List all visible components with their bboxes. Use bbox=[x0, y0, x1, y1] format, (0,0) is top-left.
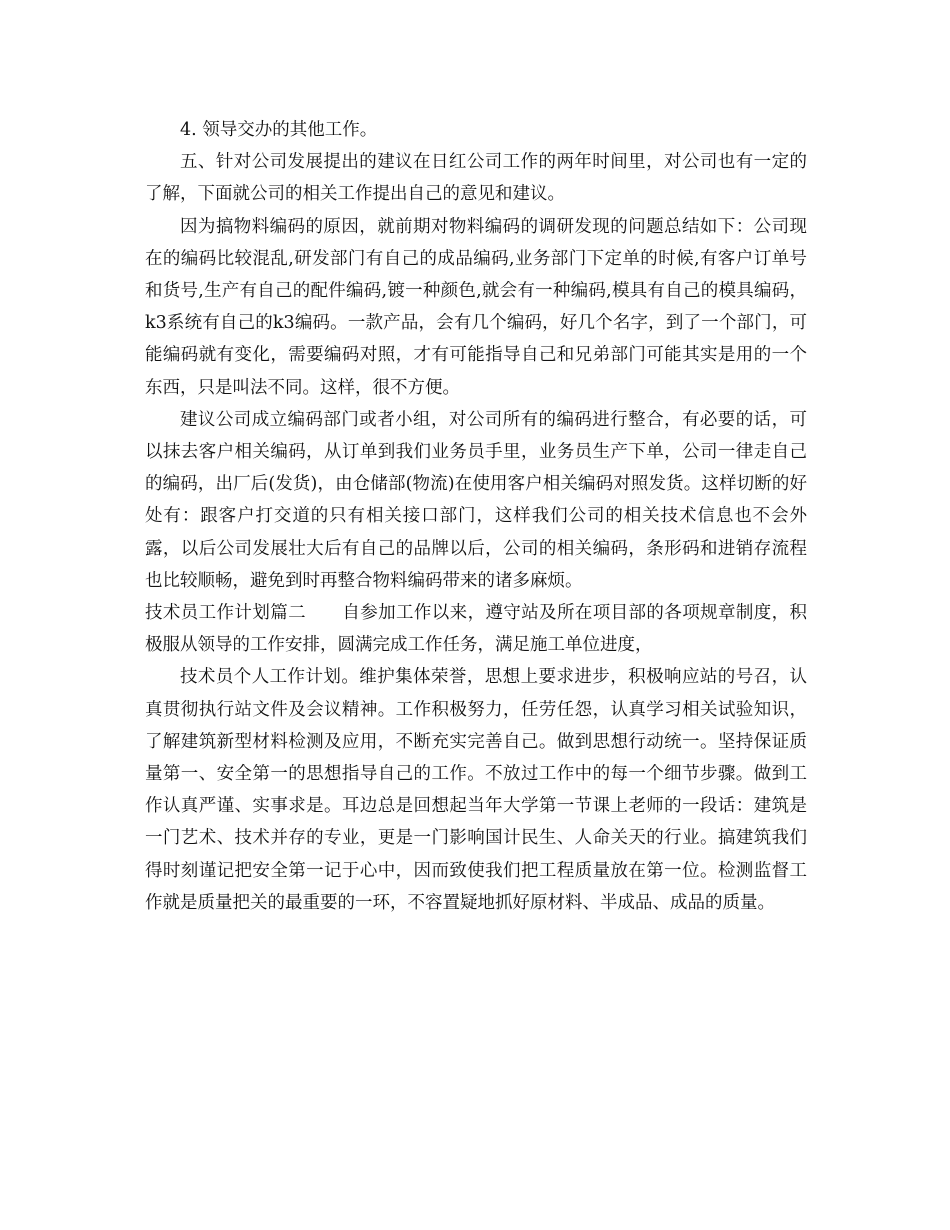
suggestion-paragraph: 建议公司成立编码部门或者小组，对公司所有的编码进行整合，有必要的话，可以抹去客户相关编码，从订单到我们业务员手里，业务员生产下单，公司一律走自己的编码，出厂后(发货)，由仓储部(物流)在使用客户相关编码对照发货。这样切断的好处有：跟客户打交道的只有相关接口部门，这样我们公司的相关技术信息也不会外露，以后公司发展壮大后有自己的品牌以后，公司的相关编码，条形码和进销存流程也比较顺畅，避免到时再整合物料编码带来的诸多麻烦。 bbox=[145, 409, 807, 591]
personal-plan-paragraph: 技术员个人工作计划。维护集体荣誉，思想上要求进步，积极响应站的号召，认真贯彻执行站文件及会议精神。工作积极努力，任劳任怨，认真学习相关试验知识，了解建筑新型材料检测及应用，不断充实完善自己。做到思想行动统一。坚持保证质量第一、安全第一的思想指导自己的工作。不放过工作中的每一个细节步骤。做到工作认真严谨、实事求是。耳边总是回想起当年大学第一节课上老师的一段话：建筑是一门艺术、技术并存的专业，更是一门影响国计民生、人命关天的行业。搞建筑我们得时刻谨记把安全第一记于心中，因而致使我们把工程质量放在第一位。检测监督工作就是质量把关的最重要的一环，不容置疑地抓好原材料、半成品、成品的质量。 bbox=[145, 667, 807, 913]
plan-2-block bbox=[145, 597, 807, 661]
plan-2-heading: 技术员工作计划篇二 bbox=[145, 603, 306, 624]
document-page bbox=[145, 114, 807, 919]
plan-2-intro: 自参加工作以来，遵守站及所在项目部的各项规章制度，积极服从领导的工作安排，圆满完成工作任务，满足施工单位进度， bbox=[145, 603, 808, 656]
coding-problem-paragraph: 因为搞物料编码的原因，就前期对物料编码的调研发现的问题总结如下：公司现在的编码比较混乱,研发部门有自己的成品编码,业务部门下定单的时候,有客户订单号和货号,生产有自己的配件编码,镀一种颜色,就会有一种编码,模具有自己的模具编码，k3系统有自己的k3编码。一款产品，会有几个编码，好几个名字，到了一个部门，可能编码就有变化，需要编码对照，才有可能指导自己和兄弟部门可能其实是用的一个东西，只是叫法不同。这样，很不方便。 bbox=[145, 216, 807, 398]
section-5-paragraph: 五、针对公司发展提出的建议在日红公司工作的两年时间里，对公司也有一定的了解，下面就公司的相关工作提出自己的意见和建议。 bbox=[145, 152, 807, 205]
list-item-4: 4. 领导交办的其他工作。 bbox=[180, 120, 378, 140]
